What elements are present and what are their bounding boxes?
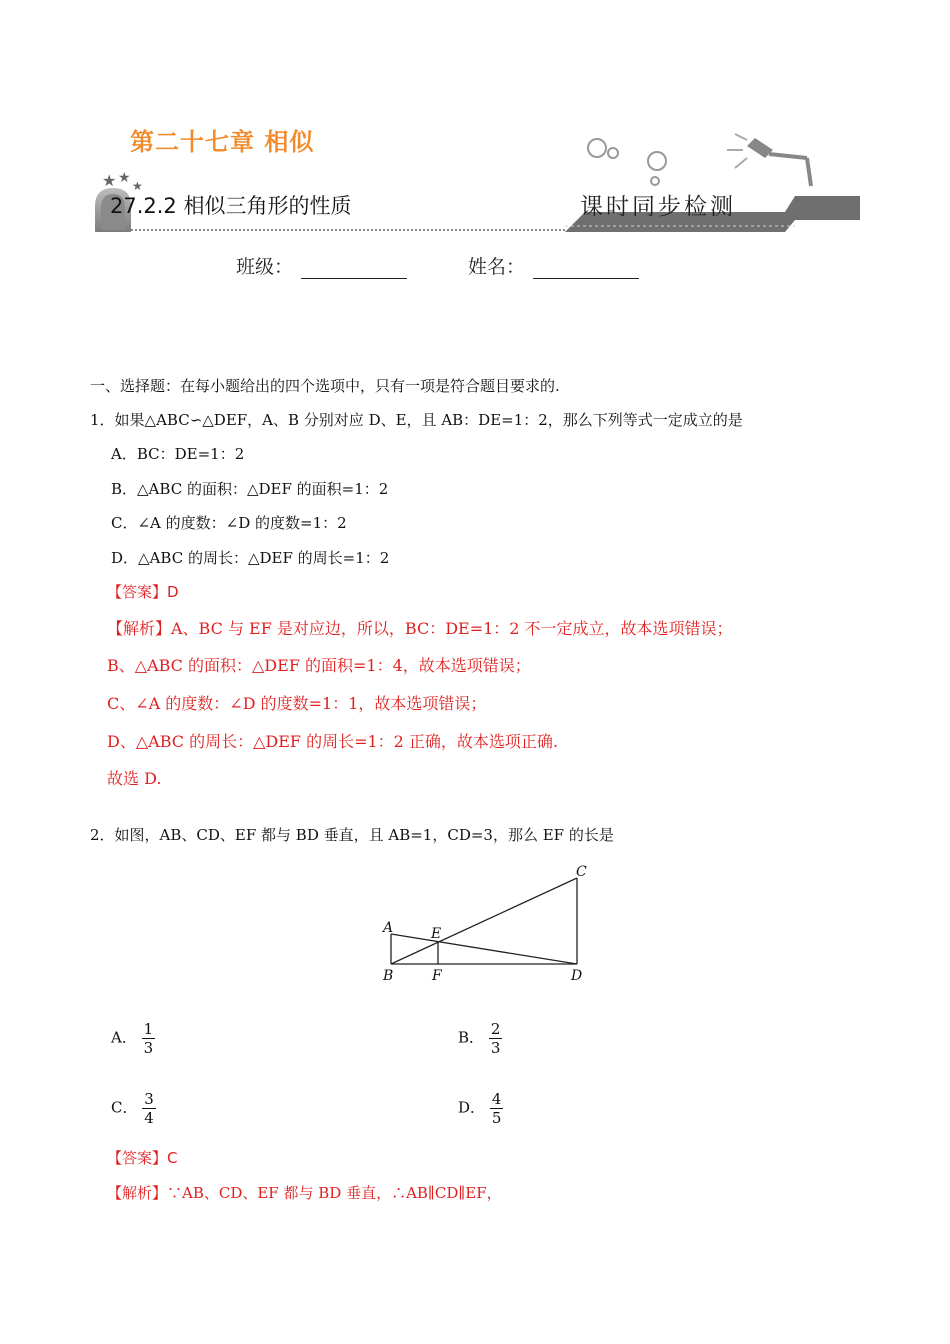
chapter-title: 第二十七章 相似 bbox=[130, 128, 315, 156]
svg-text:★: ★ bbox=[132, 179, 143, 193]
q1-analysis-line: D、△ABC 的周长：△DEF 的周长=1：2 正确，故本选项正确. bbox=[107, 732, 559, 751]
q1-analysis-line: 【解析】A、BC 与 EF 是对应边，所以，BC：DE=1：2 不一定成立，故本选项错误； bbox=[107, 619, 733, 638]
fraction: $\frac{1}{3}$ bbox=[143, 1020, 154, 1057]
option-letter: A． bbox=[111, 1028, 137, 1047]
name-field[interactable] bbox=[468, 252, 639, 279]
lamp-bubbles-decoration bbox=[575, 128, 825, 188]
label-a: A bbox=[383, 920, 394, 936]
q1-stem: 1．如果△ABC∽△DEF，A、B 分别对应 D、E，且 AB：DE=1：2，那么下列等式一定成立的是 bbox=[90, 411, 743, 429]
class-field[interactable] bbox=[236, 252, 407, 279]
q2-option-b bbox=[458, 1020, 502, 1057]
label-d: D bbox=[571, 968, 583, 984]
q1-option-d: D．△ABC 的周长：△DEF 的周长=1：2 bbox=[111, 549, 390, 567]
option-letter: B． bbox=[458, 1028, 485, 1047]
q1-option-c: C．∠A 的度数：∠D 的度数=1：2 bbox=[111, 514, 347, 532]
q1-answer: 【答案】D bbox=[107, 583, 179, 601]
banner-label: 课时同步检测 bbox=[580, 194, 736, 220]
q2-geometry-figure bbox=[378, 858, 598, 986]
segment-bc bbox=[391, 878, 577, 964]
q2-analysis: 【解析】∵AB、CD、EF 都与 BD 垂直，∴AB∥CD∥EF， bbox=[107, 1184, 502, 1202]
svg-text:★: ★ bbox=[118, 170, 131, 186]
q2-option-c bbox=[111, 1090, 156, 1127]
option-letter: C． bbox=[111, 1098, 138, 1117]
label-f: F bbox=[432, 968, 442, 984]
fraction: $\frac{3}{4}$ bbox=[144, 1090, 154, 1127]
fraction: $\frac{4}{5}$ bbox=[491, 1090, 502, 1127]
segment-ad bbox=[391, 934, 577, 964]
label-c: C bbox=[576, 864, 587, 880]
class-label: 班级： bbox=[236, 256, 294, 278]
q2-answer: 【答案】C bbox=[107, 1149, 178, 1167]
q2-option-d bbox=[458, 1090, 503, 1127]
fraction: $\frac{2}{3}$ bbox=[490, 1020, 501, 1057]
q1-option-b: B．△ABC 的面积：△DEF 的面积=1：2 bbox=[111, 480, 389, 498]
option-letter: D． bbox=[458, 1098, 486, 1117]
part1-heading: 一、选择题：在每小题给出的四个选项中，只有一项是符合题目要求的. bbox=[90, 377, 560, 395]
label-e: E bbox=[431, 926, 442, 942]
label-b: B bbox=[383, 968, 394, 984]
q1-analysis-line: C、∠A 的度数：∠D 的度数=1：1，故本选项错误； bbox=[107, 694, 487, 713]
class-blank[interactable] bbox=[301, 258, 407, 279]
q1-option-a: A．BC：DE=1：2 bbox=[111, 445, 245, 463]
q2-option-a bbox=[111, 1020, 155, 1057]
svg-text:★: ★ bbox=[102, 171, 117, 190]
section-title: 27.2.2 相似三角形的性质 bbox=[110, 194, 352, 218]
name-label: 姓名： bbox=[468, 256, 526, 278]
q1-analysis-line: 故选 D. bbox=[107, 769, 162, 788]
q1-analysis-line: B、△ABC 的面积：△DEF 的面积=1：4，故本选项错误； bbox=[107, 656, 531, 675]
name-blank[interactable] bbox=[533, 258, 639, 279]
q2-stem: 2．如图，AB、CD、EF 都与 BD 垂直，且 AB=1，CD=3，那么 EF 的长是 bbox=[90, 826, 614, 844]
